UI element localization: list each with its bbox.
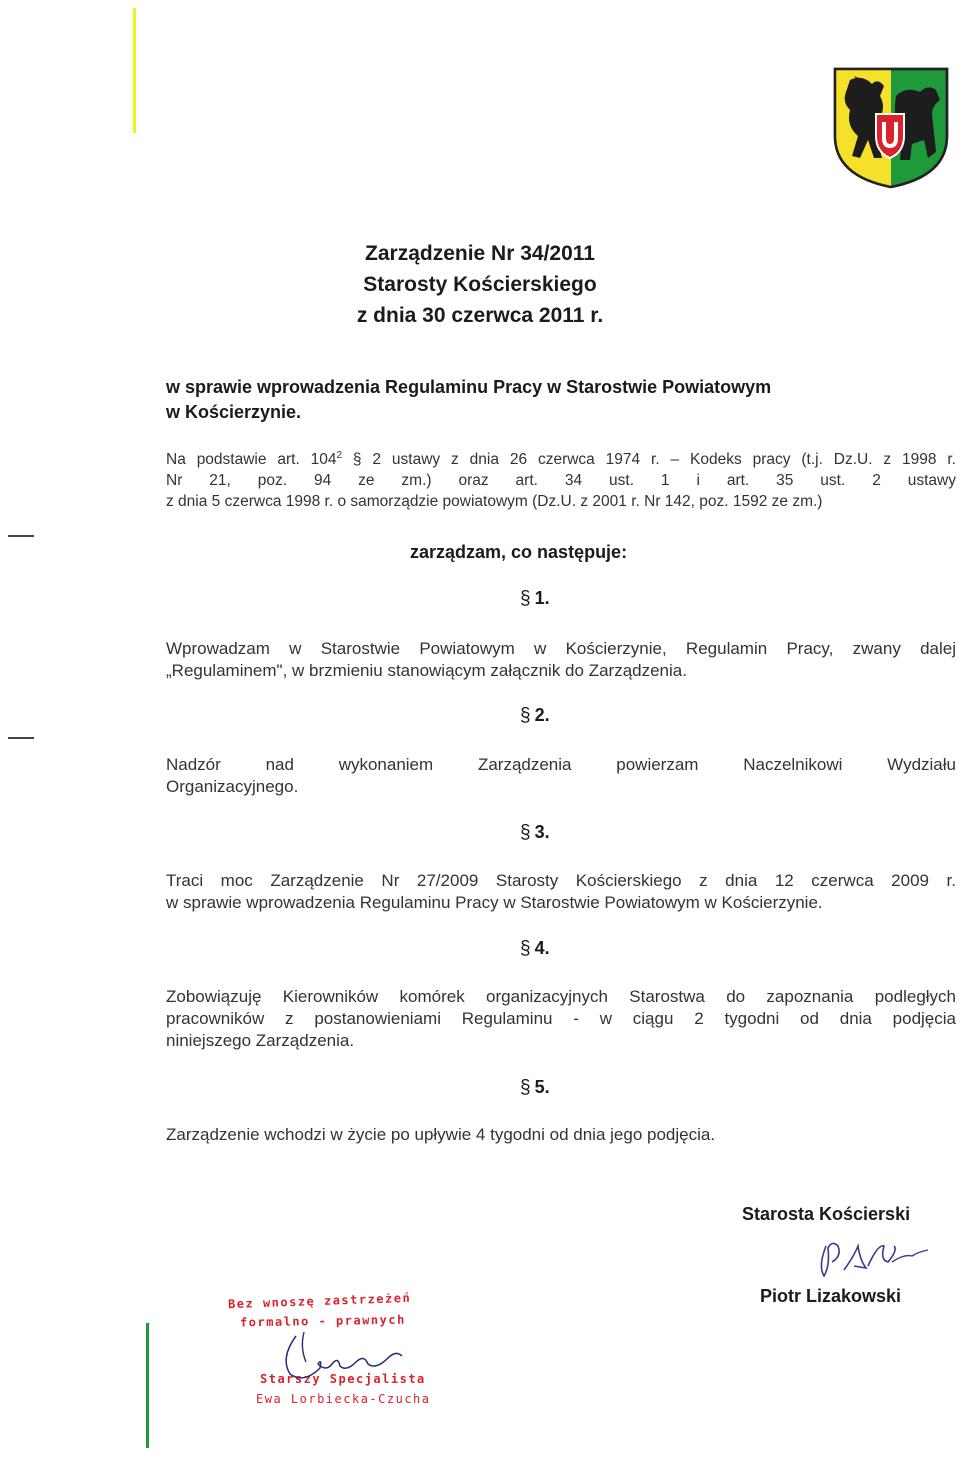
handwritten-signature [808, 1226, 938, 1282]
document-issuer: Starosty Kościerskiego [363, 273, 597, 296]
stamp-line: Bez wnoszę zastrzeżeń [227, 1290, 412, 1312]
section-4-text: pracowników z postanowieniami Regulaminu - w ciągu 2 tygodni od dnia podjęcia [166, 1009, 956, 1028]
legal-basis-line: Na podstawie art. $104^2$ § 2 ustawy z dnia 26 czerwca 1974 r. – Kodeks pracy (t.j. Dz.U. z 1998 r. [166, 449, 956, 468]
section-heading-2: § 2. [520, 705, 550, 726]
section-heading-5: § 5. [520, 1077, 550, 1098]
signatory-title: Starosta Kościerski [742, 1204, 911, 1224]
subject-line: w Kościerzynie. [166, 402, 302, 422]
legal-basis-line: Nr 21, poz. 94 ze zm.) oraz art. 34 ust. 1 i art. 35 ust. 2 ustawy [166, 472, 956, 489]
section-2-text: Nadzór nad wykonaniem Zarządzenia powierzam Naczelnikowi Wydziału [166, 755, 956, 774]
section-5-text: Zarządzenie wchodzi w życie po upływie 4 tygodni od dnia jego podjęcia. [166, 1125, 716, 1144]
document-date: z dnia 30 czerwca 2011 r. [356, 304, 604, 327]
section-heading-1: § 1. [520, 588, 550, 609]
stamp-line: Starszy Specjalista [260, 1372, 426, 1386]
scan-mark-dash [8, 737, 34, 739]
section-3-text: w sprawie wprowadzenia Regulaminu Pracy w Starostwie Powiatowym w Kościerzynie. [166, 893, 823, 912]
section-heading-3: § 3. [520, 822, 550, 843]
scan-mark-yellow [133, 8, 136, 133]
coat-of-arms-icon [832, 66, 950, 190]
section-4-text: niniejszego Zarządzenia. [166, 1031, 355, 1050]
signatory-name: Piotr Lizakowski [760, 1286, 902, 1306]
decree-phrase: zarządzam, co następuje: [410, 542, 628, 562]
stamp-line: formalno - prawnych [239, 1312, 406, 1330]
stamp-signature [260, 1328, 420, 1388]
section-3-text: Traci moc Zarządzenie Nr 27/2009 Starosty Kościerskiego z dnia 12 czerwca 2009 r. [166, 871, 956, 890]
legal-basis-line: z dnia 5 czerwca 1998 r. o samorządzie powiatowym (Dz.U. z 2001 r. Nr 142, poz. 1592 ze zm.) [166, 493, 823, 510]
section-1-text: „Regulaminem", w brzmieniu stanowiącym załącznik do Zarządzenia. [166, 661, 687, 680]
subject-line: w sprawie wprowadzenia Regulaminu Pracy w Starostwie Powiatowym [166, 377, 772, 397]
section-4-text: Zobowiązuję Kierowników komórek organizacyjnych Starostwa do zapoznania podległych [166, 987, 956, 1006]
scan-mark-dash [8, 535, 34, 537]
section-heading-4: § 4. [520, 938, 550, 959]
section-2-text: Organizacyjnego. [166, 777, 299, 796]
section-1-text: Wprowadzam w Starostwie Powiatowym w Kościerzynie, Regulamin Pracy, zwany dalej [166, 639, 956, 658]
stamp-line: Ewa Lorbiecka-Czucha [256, 1392, 431, 1406]
scan-mark-green [146, 1323, 149, 1448]
document-title: Zarządzenie Nr 34/2011 [365, 242, 595, 265]
